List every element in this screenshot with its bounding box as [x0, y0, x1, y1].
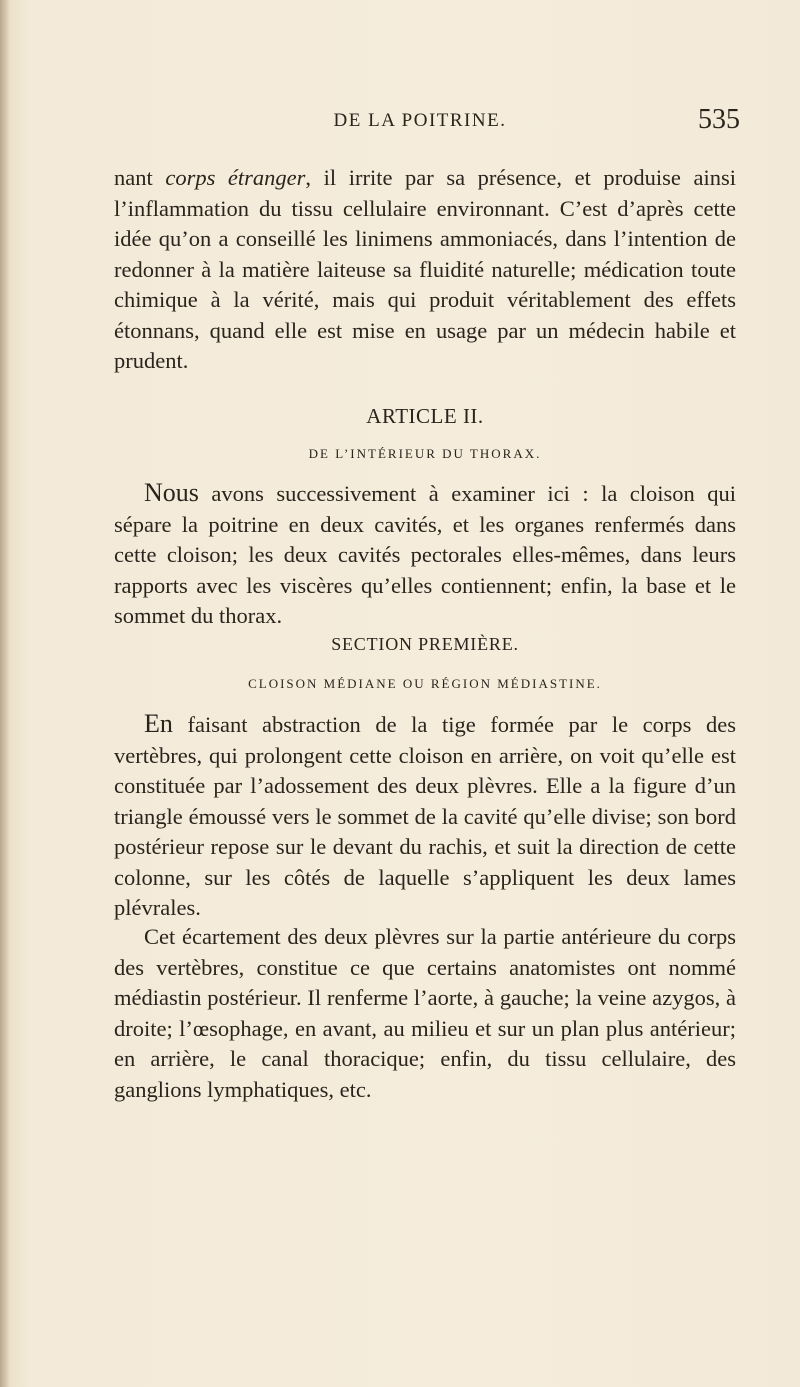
paragraph-3-lead: En: [144, 709, 173, 738]
paragraph-1-rest: , il irrite par sa présence, et produise ainsi l’inflammation du tissu cellulaire environnant. C’est d’après cette idée qu’on a conseillé les linimens ammoniacés, dans l’intention de redonner à la matière laiteuse sa fluidité naturelle; médication toute chimique à la vérité, mais qui produit véritablement des effets étonnans, quand elle est mise en usage par un médecin habile et prudent.: [114, 165, 736, 373]
paragraph-1: [114, 163, 736, 377]
paragraph-1-italic: corps étranger: [165, 165, 306, 190]
paragraph-4: Cet écartement des deux plèvres sur la partie antérieure du corps des vertèbres, constitue ce que certains anatomistes ont nommé médiastin postérieur. Il renferme l’aorte, à gauche; la veine azygos, à droite; l’œsophage, en avant, au milieu et sur un plan plus antérieur; en arrière, le canal thoracique; enfin, du tissu cellulaire, des ganglions lymphatiques, etc.: [114, 924, 736, 1102]
article-title: ARTICLE II.: [366, 404, 484, 428]
paragraph-2-text: avons successivement à examiner ici : la cloison qui sépare la poitrine en deux cavités, et les organes renfermés dans cette cloison; les deux cavités pectorales elles-mêmes, dans leurs rapports avec les viscères qu’elles contiennent; enfin, la base et le sommet du thorax.: [114, 481, 736, 628]
paragraph-3-text: faisant abstraction de la tige formée par le corps des vertèbres, qui prolongent cette cloison en arrière, on voit qu’elle est constituée par l’adossement des deux plèvres. Elle a la figure d’un triangle émoussé vers le sommet de la cavité qu’elle divise; son bord postérieur repose sur le devant du rachis, et suit la direction de cette colonne, sur les côtés de laquelle s’appliquent les deux lames plévrales.: [114, 712, 736, 920]
section-subtitle: CLOISON MÉDIANE OU RÉGION MÉDIASTINE.: [248, 676, 602, 691]
paragraph-3: [114, 709, 736, 924]
paragraph-1-start: nant: [114, 165, 166, 190]
paragraph-2-lead: Nous: [144, 478, 199, 507]
page-number: 535: [698, 104, 740, 135]
page-header: [100, 104, 740, 148]
running-head: DE LA POITRINE.: [333, 110, 507, 131]
page-gutter-shadow: [0, 0, 10, 1387]
paragraph-2: [114, 478, 736, 632]
article-subtitle: DE L’INTÉRIEUR DU THORAX.: [308, 446, 542, 461]
section-title: SECTION PREMIÈRE.: [331, 634, 519, 654]
